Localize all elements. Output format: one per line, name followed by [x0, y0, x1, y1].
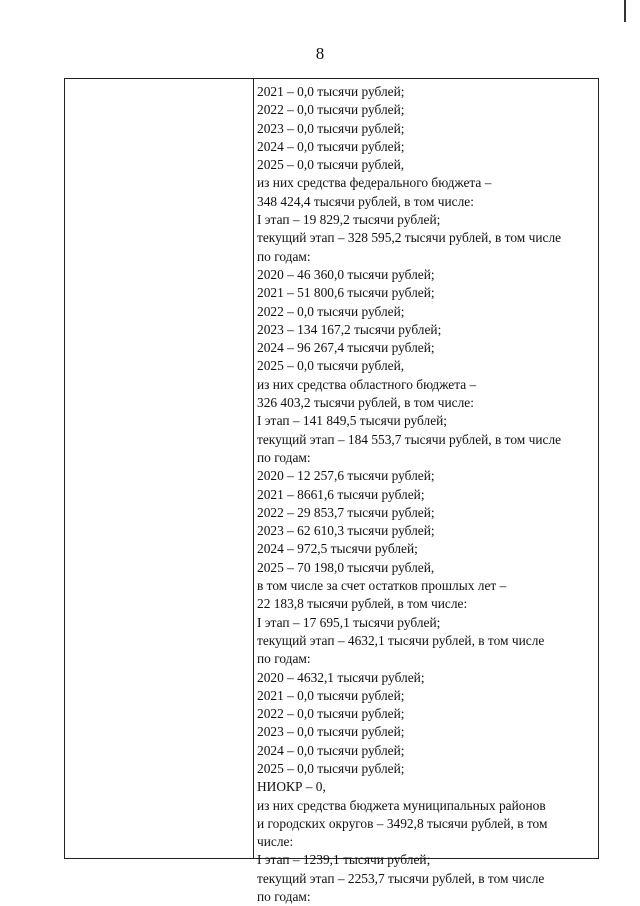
text-line: I этап – 141 849,5 тысячи рублей; [257, 413, 448, 429]
text-line: 2022 – 0,0 тысячи рублей; [257, 706, 405, 722]
text-line: 2021 – 0,0 тысячи рублей; [257, 84, 405, 99]
text-line: 2025 – 0,0 тысячи рублей; [257, 760, 405, 776]
table-column-divider [253, 79, 254, 858]
text-line: по годам: [257, 449, 311, 465]
text-line: из них средства областного бюджета – [257, 376, 477, 392]
page-number: 8 [315, 44, 325, 63]
text-line: 2023 – 134 167,2 тысячи рублей; [257, 321, 442, 337]
text-line: 348 424,4 тысячи рублей, в том числе: [257, 193, 474, 209]
text-line: 2024 – 96 267,4 тысячи рублей; [257, 340, 435, 356]
text-line: числе: [257, 834, 294, 850]
text-line: НИОКР – 0, [257, 779, 326, 795]
text-line: 2025 – 0,0 тысячи рублей, [257, 157, 405, 173]
text-line: 2024 – 0,0 тысячи рублей; [257, 138, 405, 154]
text-line: 2023 – 62 610,3 тысячи рублей; [257, 523, 435, 539]
text-line: 2025 – 0,0 тысячи рублей, [257, 358, 405, 374]
text-line: I этап – 19 829,2 тысячи рублей; [257, 212, 441, 228]
text-line: 2020 – 46 360,0 тысячи рублей; [257, 266, 435, 282]
text-line: 2021 – 51 800,6 тысячи рублей; [257, 285, 435, 301]
text-line: 2024 – 972,5 тысячи рублей; [257, 541, 418, 557]
text-line: из них средства федерального бюджета – [257, 175, 492, 191]
text-line: I этап – 17 695,1 тысячи рублей; [257, 614, 441, 630]
budget-table [64, 78, 599, 905]
text-line: 2023 – 0,0 тысячи рублей; [257, 120, 405, 136]
table-right-cell [257, 83, 594, 906]
text-line: по годам: [257, 889, 311, 905]
text-line: 2022 – 0,0 тысячи рублей; [257, 102, 405, 118]
text-line: из них средства бюджета муниципальных районов [257, 797, 546, 813]
table-left-cell [65, 79, 253, 858]
text-line: 2021 – 8661,6 тысячи рублей; [257, 486, 425, 502]
text-line: текущий этап – 2253,7 тысячи рублей, в том числе [257, 870, 545, 886]
text-line: 2025 – 70 198,0 тысячи рублей, [257, 559, 435, 575]
text-line: 2024 – 0,0 тысячи рублей; [257, 742, 405, 758]
text-line: по годам: [257, 651, 311, 667]
text-line: по годам: [257, 248, 311, 264]
text-line: 2022 – 0,0 тысячи рублей; [257, 303, 405, 319]
text-line: текущий этап – 184 553,7 тысячи рублей, в том числе [257, 431, 562, 447]
text-line: 2022 – 29 853,7 тысячи рублей; [257, 504, 435, 520]
text-line: текущий этап – 4632,1 тысячи рублей, в том числе [257, 632, 545, 648]
text-line: и городских округов – 3492,8 тысячи рублей, в том [257, 815, 548, 831]
text-line: I этап – 1239,1 тысячи рублей; [257, 852, 431, 868]
text-line: 326 403,2 тысячи рублей, в том числе: [257, 395, 474, 411]
text-line: 2020 – 12 257,6 тысячи рублей; [257, 468, 435, 484]
text-line: 2020 – 4632,1 тысячи рублей; [257, 669, 425, 685]
text-line: в том числе за счет остатков прошлых лет – [257, 578, 507, 594]
text-line: 22 183,8 тысячи рублей, в том числе: [257, 596, 468, 612]
text-line: текущий этап – 328 595,2 тысячи рублей, в том числе [257, 230, 562, 246]
text-line: 2021 – 0,0 тысячи рублей; [257, 687, 405, 703]
text-line: 2023 – 0,0 тысячи рублей; [257, 724, 405, 740]
margin-mark [624, 0, 626, 22]
